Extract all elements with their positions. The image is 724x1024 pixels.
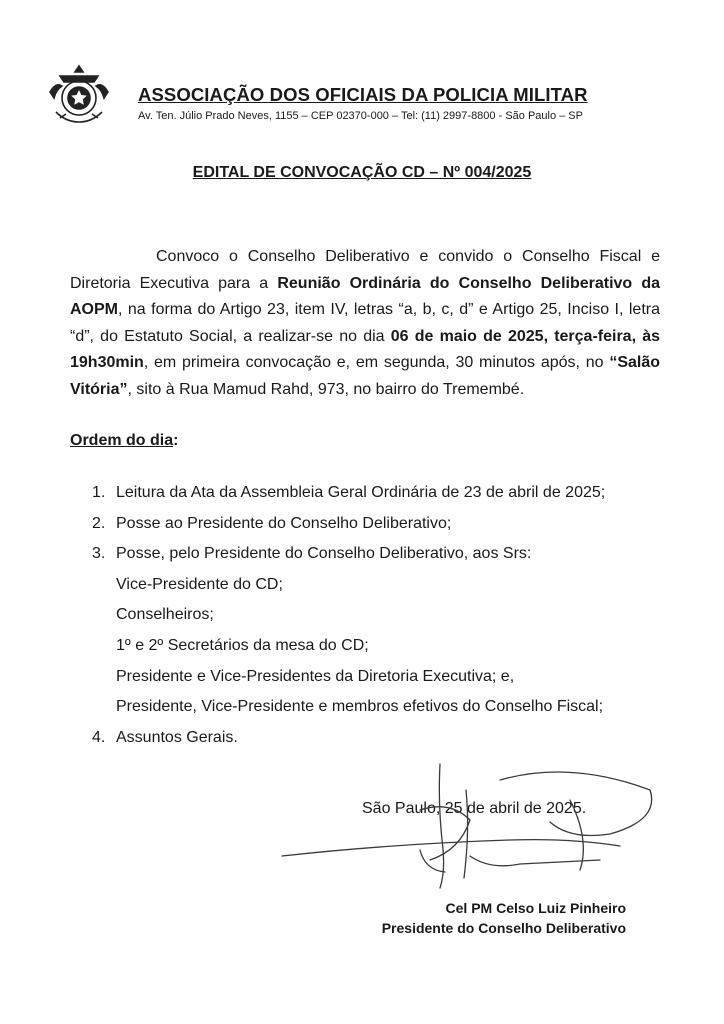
handwritten-signature: [270, 760, 670, 890]
organization-address: Av. Ten. Júlio Prado Neves, 1155 – CEP 02370-000 – Tel: (11) 2997-8800 - São Paulo – SP: [138, 110, 583, 122]
list-item: [92, 539, 605, 570]
list-subitem: Presidente e Vice-Presidentes da Diretoria Executiva; e,: [116, 667, 515, 685]
agenda-list: [92, 478, 605, 753]
list-item-text: Leitura da Ata da Assembleia Geral Ordinária de 23 de abril de 2025;: [116, 484, 606, 501]
list-subitem: Presidente, Vice-Presidente e membros efetivos do Conselho Fiscal;: [116, 698, 604, 716]
list-subitem: Vice-Presidente do CD;: [116, 575, 283, 593]
signer-name: Cel PM Celso Luiz Pinheiro: [445, 900, 626, 916]
list-item: [92, 509, 605, 540]
body-text-4: , sito à Rua Mamud Rahd, 973, no bairro do Tremembé.: [127, 380, 525, 398]
signer-role: Presidente do Conselho Deliberativo: [381, 920, 626, 936]
list-item-number: 2.: [92, 514, 106, 532]
body-text-2: , na forma do Artigo 23, item IV, letras “a, b, c, d” e Artigo 25, Inciso I, letra “d”, do Estatuto Social, a realizar-se no dia: [70, 301, 660, 345]
meeting-venue: “Salão Vitória”: [70, 354, 660, 398]
list-item-text: Posse, pelo Presidente do Conselho Deliberativo, aos Srs:: [116, 545, 532, 563]
meeting-date: 06 de maio de 2025, terça-feira, às 19h30min: [70, 327, 661, 371]
agenda-heading: [70, 432, 178, 450]
list-item-text: Posse ao Presidente do Conselho Deliberativo;: [116, 514, 452, 532]
list-item-text: Assuntos Gerais.: [116, 728, 238, 746]
organization-name: ASSOCIAÇÃO DOS OFICIAIS DA POLICIA MILITAR: [138, 84, 588, 105]
convocation-paragraph: [70, 244, 660, 403]
list-subitem: Conselheiros;: [116, 606, 214, 624]
list-item-number: 1.: [92, 484, 106, 501]
police-emblem-icon: [46, 62, 112, 126]
list-item-number: 3.: [92, 545, 106, 563]
list-item-number: 4.: [92, 728, 106, 746]
body-text-3: , em primeira convocação e, em segunda, 30 minutos após, no: [143, 354, 610, 371]
agenda-heading-text: Ordem do dia: [70, 432, 174, 449]
body-text-1: Convoco o Conselho Deliberativo e convido o Conselho Fiscal e Diretoria Executiva para a: [70, 248, 660, 292]
meeting-name: Reunião Ordinária do Conselho Deliberativo da AOPM: [70, 274, 661, 318]
agenda-heading-colon: :: [173, 432, 179, 449]
list-item: [92, 723, 605, 754]
document-title: EDITAL DE CONVOCAÇÃO CD – Nº 004/2025: [192, 164, 532, 181]
list-item: [92, 478, 605, 509]
dateline: São Paulo, 25 de abril de 2025.: [362, 800, 587, 817]
list-subitem: 1º e 2º Secretários da mesa do CD;: [116, 636, 369, 654]
